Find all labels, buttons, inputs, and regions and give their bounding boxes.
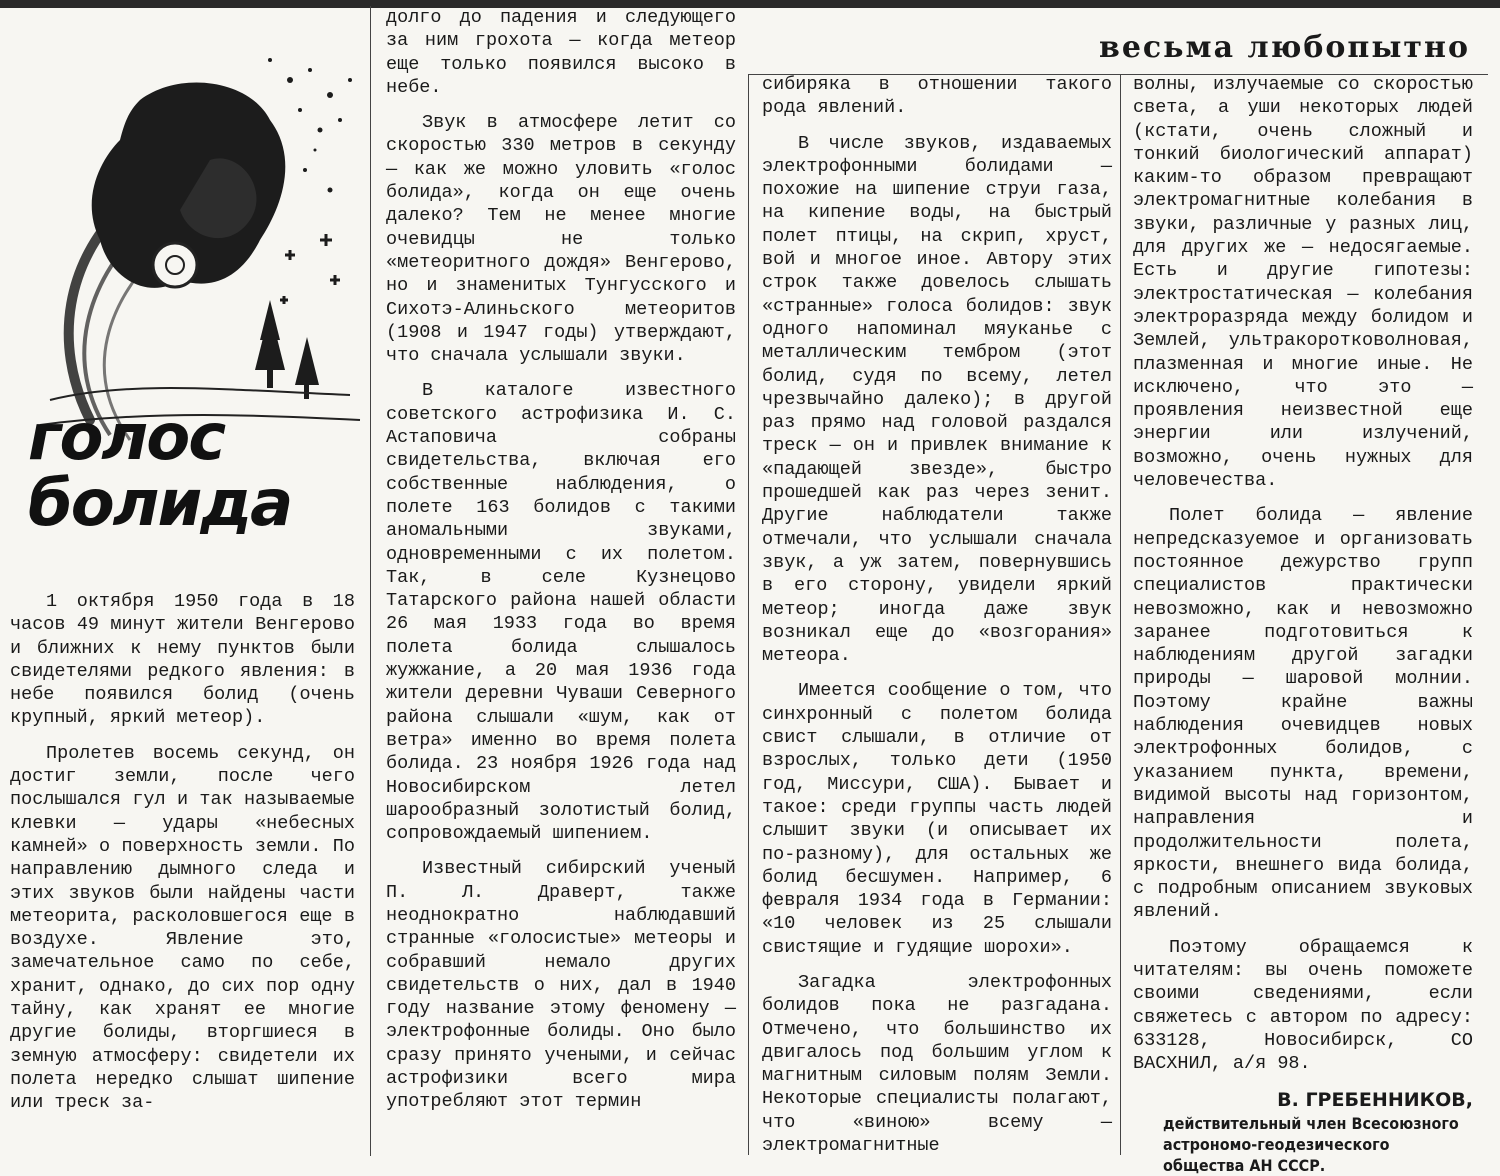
paragraph: Полет болида — явление непредсказуемое и организовать постоянное дежурство групп специалистов практически невозможно, как и невозможно заранее подготовиться к наблюдениям другой загадки природы — шаровой молнии. Поэтому крайне важны наблюдения очевидцев новых электрофонных болидов, с указанием пункта, времени, видимой высоты над горизонтом, направления и продолжительности полета, яркости, внешнего вида болида, с подробным описанием звуковых явлений.: [1133, 505, 1473, 923]
top-rule: [0, 0, 1500, 8]
author-title: действительный член Всесоюзного астрономо-геодезического общества АН СССР.: [1163, 1113, 1459, 1175]
article-column-3: [762, 73, 1112, 1157]
rubric-heading: весьма любопытно: [1098, 30, 1470, 65]
author-name: В. ГРЕБЕННИКОВ,: [1277, 1089, 1473, 1112]
article-column-2: [386, 6, 736, 1114]
column-rule-1: [370, 6, 371, 1156]
article-column-4: [1133, 73, 1473, 1176]
paragraph: В числе звуков, издаваемых электрофонными болидами — похожие на шипение струи газа, на кипение воды, на быстрый полет птицы, на скрип, хруст, вой и многое иное. Автору этих строк также довелось слышать «странные» голоса болидов: звук одного напоминал мяуканье с металлическим тембром (этот болид, судя по всему, летел чрезвычайно далеко); в другой раз прямо над головой раздался треск — он и привлек внимание к «падающей звезде», быстро прошедшей как раз через зенит. Другие наблюдатели также отмечали, что услышали сначала звук, а уж затем, повернувшись в его сторону, увидели яркий метеор; иногда даже звук возникал еще до «возгорания» метеора.: [762, 132, 1112, 667]
paragraph: Имеется сообщение о том, что синхронный с полетом болида свист слышали, в отличие от взрослых, только дети (1950 год, Миссури, США). Бывает и такое: среди группы часть людей слышит звуки (и описывает их по-разному), для остальных же болид бесшумен. Например, 6 февраля 1934 года в Германии: «10 человек из 25 слышали свистящие и гудящие шорохи».: [762, 680, 1112, 958]
headline-line-1: голос: [28, 401, 225, 475]
paragraph: Пролетев восемь секунд, он достиг земли, после чего послышался гул и так называемые клевки — удары «небесных камней» о поверхность земли. По направлению дымного следа и этих звуков были найдены части метеорита, расколовшегося еще в воздухе. Явление это, замечательное само по себе, хранит, однако, до сих пор одну тайну, как хранят ее многие другие болиды, вторгшиеся в земную атмосферу: свидетели их полета нередко слышат шипение или треск за-: [10, 742, 355, 1114]
bolide-illustration: [30, 40, 370, 460]
author-signature: [1133, 1089, 1473, 1175]
article-column-1: [10, 590, 355, 1115]
paragraph: Звук в атмосфере летит со скоростью 330 метров в секунду — как же можно уловить «голос болида», когда он еще очень далеко? Тем не менее многие очевидцы не только «метеоритного дождя» Венгерово, но и знаменитых Тунгусского и Сихотэ-Алиньского метеоритов (1908 и 1947 годы) утверждают, что сначала услышали звуки.: [386, 112, 736, 367]
headline: [28, 401, 368, 541]
paragraph: В каталоге известного советского астрофизика И. С. Астаповича собраны свидетельства, включая его собственные наблюдения, о полете 163 болидов с такими аномальными звуками, одновременными с их полетом. Так, в селе Кузнецово Татарского района нашей области 26 мая 1933 года во время полета болида слышалось жужжание, а 20 мая 1936 года жители деревни Чуваши Северного района слышали «шум, как от ветра» именно во время полета болида. 23 ноября 1926 года над Новосибирском летел шарообразный золотистый болид, сопровождаемый шипением.: [386, 380, 736, 845]
column-rule-2: [748, 75, 749, 1155]
paragraph: волны, излучаемые со скоростью света, а уши некоторых людей (кстати, очень сложный и тонкий биологический аппарат) каким-то образом превращают электромагнитные колебания в звуки, различные у разных лиц, для других же — недосягаемые. Есть и другие гипотезы: электростатическая — колебания электроразряда между болидом и Землей, ультракоротковолновая, плазменная и многие иные. Не исключено, что это — проявления неизвестной еще энергии или излучений, возможно, очень нужных для человечества.: [1133, 74, 1473, 492]
paragraph: сибиряка в отношении такого рода явлений.: [762, 74, 1112, 119]
paragraph: Известный сибирский ученый П. Л. Драверт, также неоднократно наблюдавший странные «голосистые» метеоры и собравший немало других свидетельств о них, дал в 1940 году название этому феномену — электрофонные болиды. Оно было сразу принято учеными, и сейчас астрофизики всего мира употребляют этот термин: [386, 858, 736, 1113]
column-rule-3: [1120, 75, 1121, 1155]
headline-line-2: болида: [28, 467, 292, 541]
paragraph: Поэтому обращаемся к читателям: вы очень поможете своими сведениями, если свяжетесь с автором по адресу: 633128, Новосибирск, СО ВАСХНИЛ, а/я 98.: [1133, 936, 1473, 1075]
paragraph: 1 октября 1950 года в 18 часов 49 минут жители Венгерово и ближних к нему пунктов были свидетелями редкого явления: в небе появился болид (очень крупный, яркий метеор).: [10, 591, 355, 729]
paragraph: долго до падения и следующего за ним грохота — когда метеор еще только появился высоко в небе.: [386, 7, 736, 98]
paragraph: Загадка электрофонных болидов пока не разгадана. Отмечено, что большинство их двигалось под большим углом к магнитным силовым полям Земли. Некоторые специалисты полагают, что «виною» всему — электромагнитные: [762, 971, 1112, 1157]
